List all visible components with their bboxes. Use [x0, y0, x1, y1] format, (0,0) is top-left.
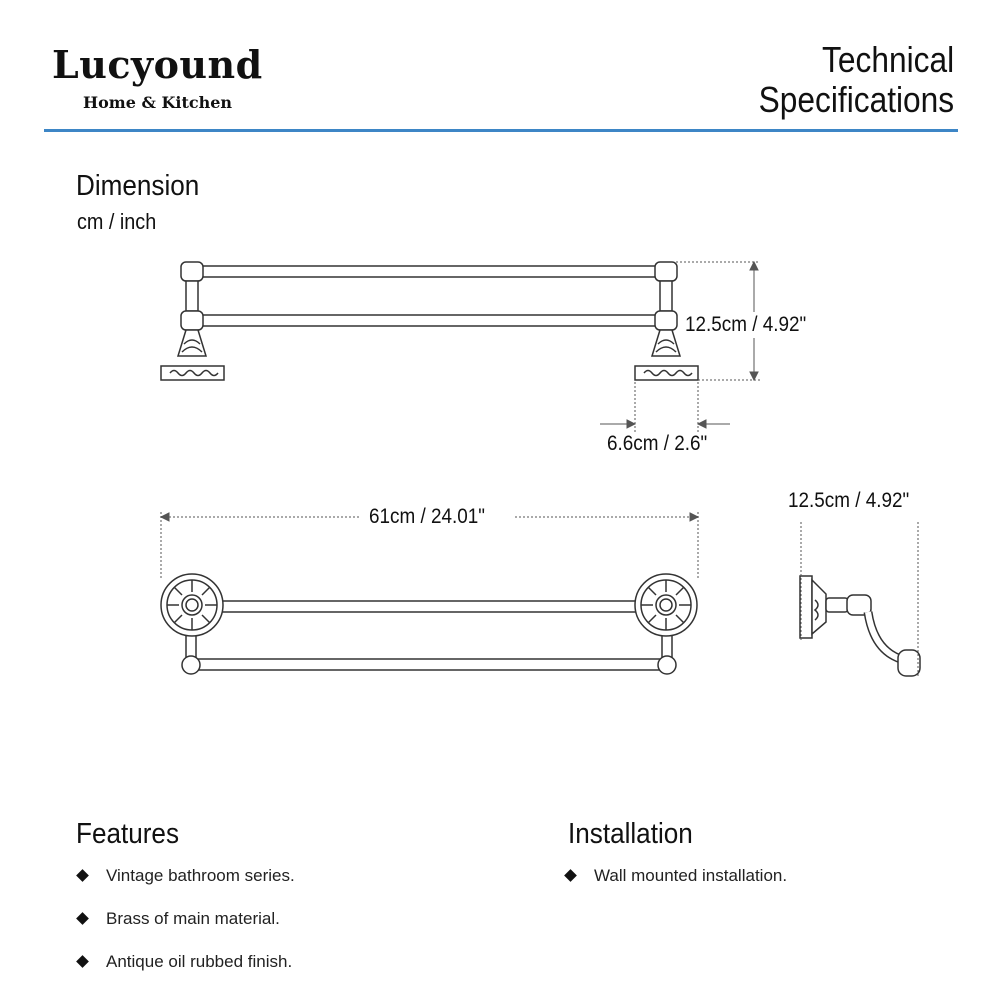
side-view-drawing: [800, 576, 920, 676]
list-item: [76, 909, 295, 952]
dimension-units: cm / inch: [77, 209, 157, 234]
length-dimension-label: 61cm / 24.01": [369, 505, 485, 528]
feature-text: Vintage bathroom series.: [106, 866, 295, 885]
features-heading: Features: [76, 818, 180, 850]
features-list: [76, 866, 295, 995]
top-view-drawing: [161, 574, 697, 674]
base-depth-dimension-label: 6.6cm / 2.6": [607, 432, 708, 455]
installation-list: [564, 866, 787, 909]
installation-text: Wall mounted installation.: [594, 866, 788, 885]
page-title-line-2: Specifications: [758, 79, 954, 120]
front-view-drawing: [161, 262, 698, 380]
installation-heading: Installation: [568, 818, 693, 850]
list-item: [76, 952, 295, 995]
page-title-line-1: Technical: [821, 39, 954, 80]
diamond-bullet-icon: [76, 869, 89, 882]
diamond-bullet-icon: [76, 912, 89, 925]
list-item: [76, 866, 295, 909]
diamond-bullet-icon: [76, 955, 89, 968]
diamond-bullet-icon: [564, 869, 577, 882]
projection-dimension-label: 12.5cm / 4.92": [788, 489, 910, 512]
dimension-heading: Dimension: [76, 170, 200, 202]
brand-logo-name: Lucyound: [52, 42, 263, 87]
brand-tagline: Home & Kitchen: [83, 93, 233, 112]
height-dimension-label: 12.5cm / 4.92": [685, 313, 807, 336]
list-item: [564, 866, 787, 909]
feature-text: Brass of main material.: [106, 909, 280, 928]
feature-text: Antique oil rubbed finish.: [106, 952, 293, 971]
